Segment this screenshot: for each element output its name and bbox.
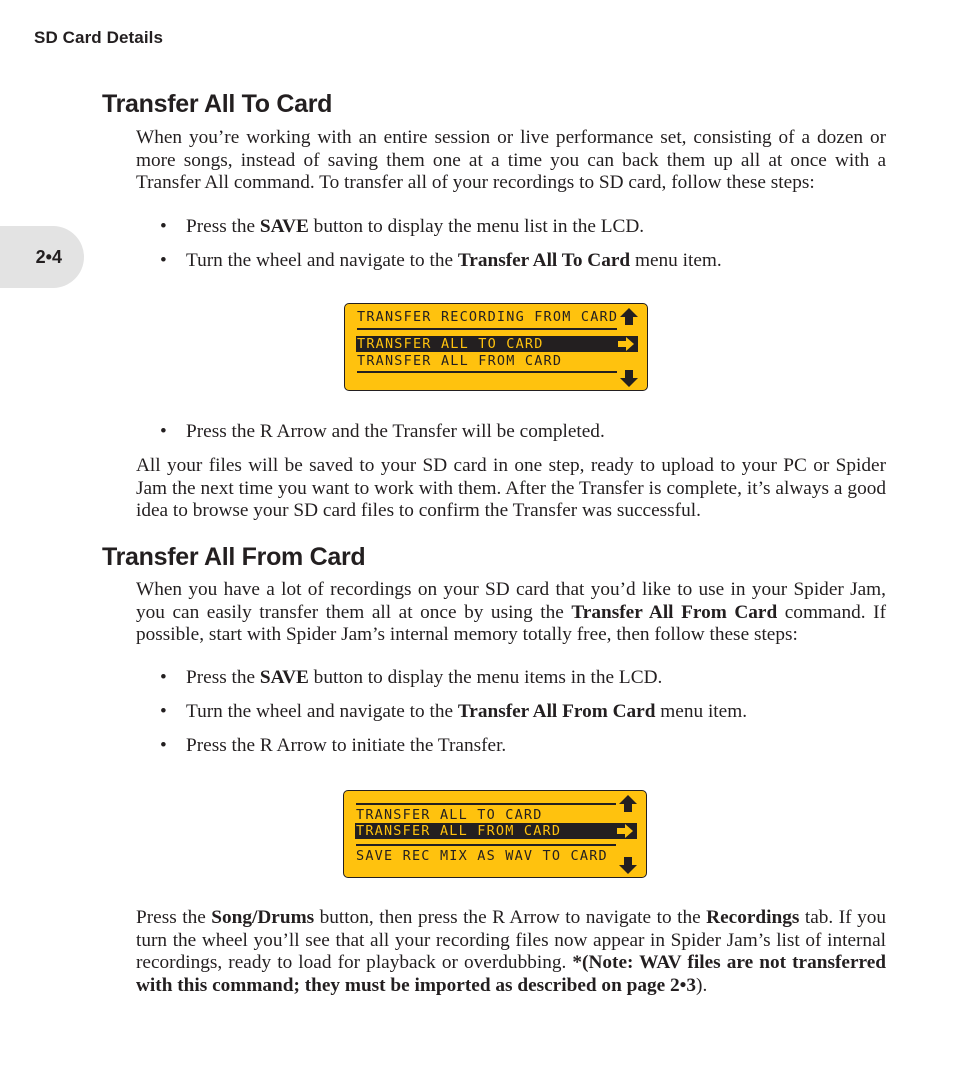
section2-step-3: • Press the R Arrow to initiate the Transfer. bbox=[160, 735, 507, 756]
up-arrow-icon bbox=[619, 307, 639, 327]
lcd-divider bbox=[357, 328, 617, 330]
lcd-divider bbox=[356, 803, 616, 805]
page-number-tab bbox=[0, 226, 84, 288]
lcd-line-2-selected: TRANSFER ALL TO CARD bbox=[357, 336, 544, 352]
right-arrow-icon bbox=[616, 823, 634, 839]
section2-closing: Press the Song/Drums button, then press the R Arrow to navigate to the Recordings tab. If you turn the wheel you’ll see that all your recording files now appear in Spider Jam’s list of internal recordings, ready to load for playback or overdubbing. *(Note: WAV files are not transferred with this command; they must be imported as described on page 2•3). bbox=[136, 907, 886, 996]
section1-outro: All your files will be saved to your SD card in one step, ready to upload to your PC or Spider Jam the next time you want to work with them. After the Transfer is complete, it’s always a good idea to browse your SD card files to confirm the Transfer was successful. bbox=[136, 455, 886, 521]
section-heading-transfer-all-to-card: Transfer All To Card bbox=[102, 90, 333, 118]
lcd-line-1: TRANSFER RECORDING FROM CARD bbox=[357, 309, 619, 325]
section2-step-1: • Press the SAVE button to display the menu items in the LCD. bbox=[160, 667, 663, 688]
section-heading-transfer-all-from-card: Transfer All From Card bbox=[102, 543, 366, 571]
section2-intro: When you have a lot of recordings on your SD card that you’d like to use in your Spider Jam, you can easily transfer them all at once by using the Transfer All From Card command. If possible, start with Spider Jam’s internal memory totally free, then follow these steps: bbox=[136, 579, 886, 645]
lcd-display-transfer-all-to-card bbox=[344, 303, 648, 391]
section1-intro: When you’re working with an entire session or live performance set, consisting of a dozen or more songs, instead of saving them one at a time you can back them up all at once with a Transfer All command. To transfer all of your recordings to SD card, follow these steps: bbox=[136, 127, 886, 193]
section1-step-2: • Turn the wheel and navigate to the Transfer All To Card menu item. bbox=[160, 250, 722, 271]
lcd-line-3: TRANSFER ALL FROM CARD bbox=[357, 353, 563, 369]
up-arrow-icon bbox=[618, 794, 638, 814]
lcd-selected-row bbox=[355, 823, 637, 839]
lcd-line-1: TRANSFER ALL TO CARD bbox=[356, 807, 543, 823]
lcd-selected-row bbox=[356, 336, 638, 352]
section2-step-2: • Turn the wheel and navigate to the Transfer All From Card menu item. bbox=[160, 701, 748, 722]
lcd-line-2-selected: TRANSFER ALL FROM CARD bbox=[356, 823, 562, 839]
lcd-display-transfer-all-from-card bbox=[343, 790, 647, 878]
section1-step-1: • Press the SAVE button to display the menu list in the LCD. bbox=[160, 216, 645, 237]
right-arrow-icon bbox=[617, 336, 635, 352]
lcd-divider bbox=[357, 371, 617, 373]
lcd-divider bbox=[356, 844, 616, 846]
running-head: SD Card Details bbox=[34, 28, 164, 47]
page-number: 2•4 bbox=[35, 246, 62, 267]
down-arrow-icon bbox=[618, 855, 638, 875]
section1-step-3: • Press the R Arrow and the Transfer will be completed. bbox=[160, 421, 605, 442]
down-arrow-icon bbox=[619, 368, 639, 388]
lcd-line-3: SAVE REC MIX AS WAV TO CARD bbox=[356, 848, 608, 864]
